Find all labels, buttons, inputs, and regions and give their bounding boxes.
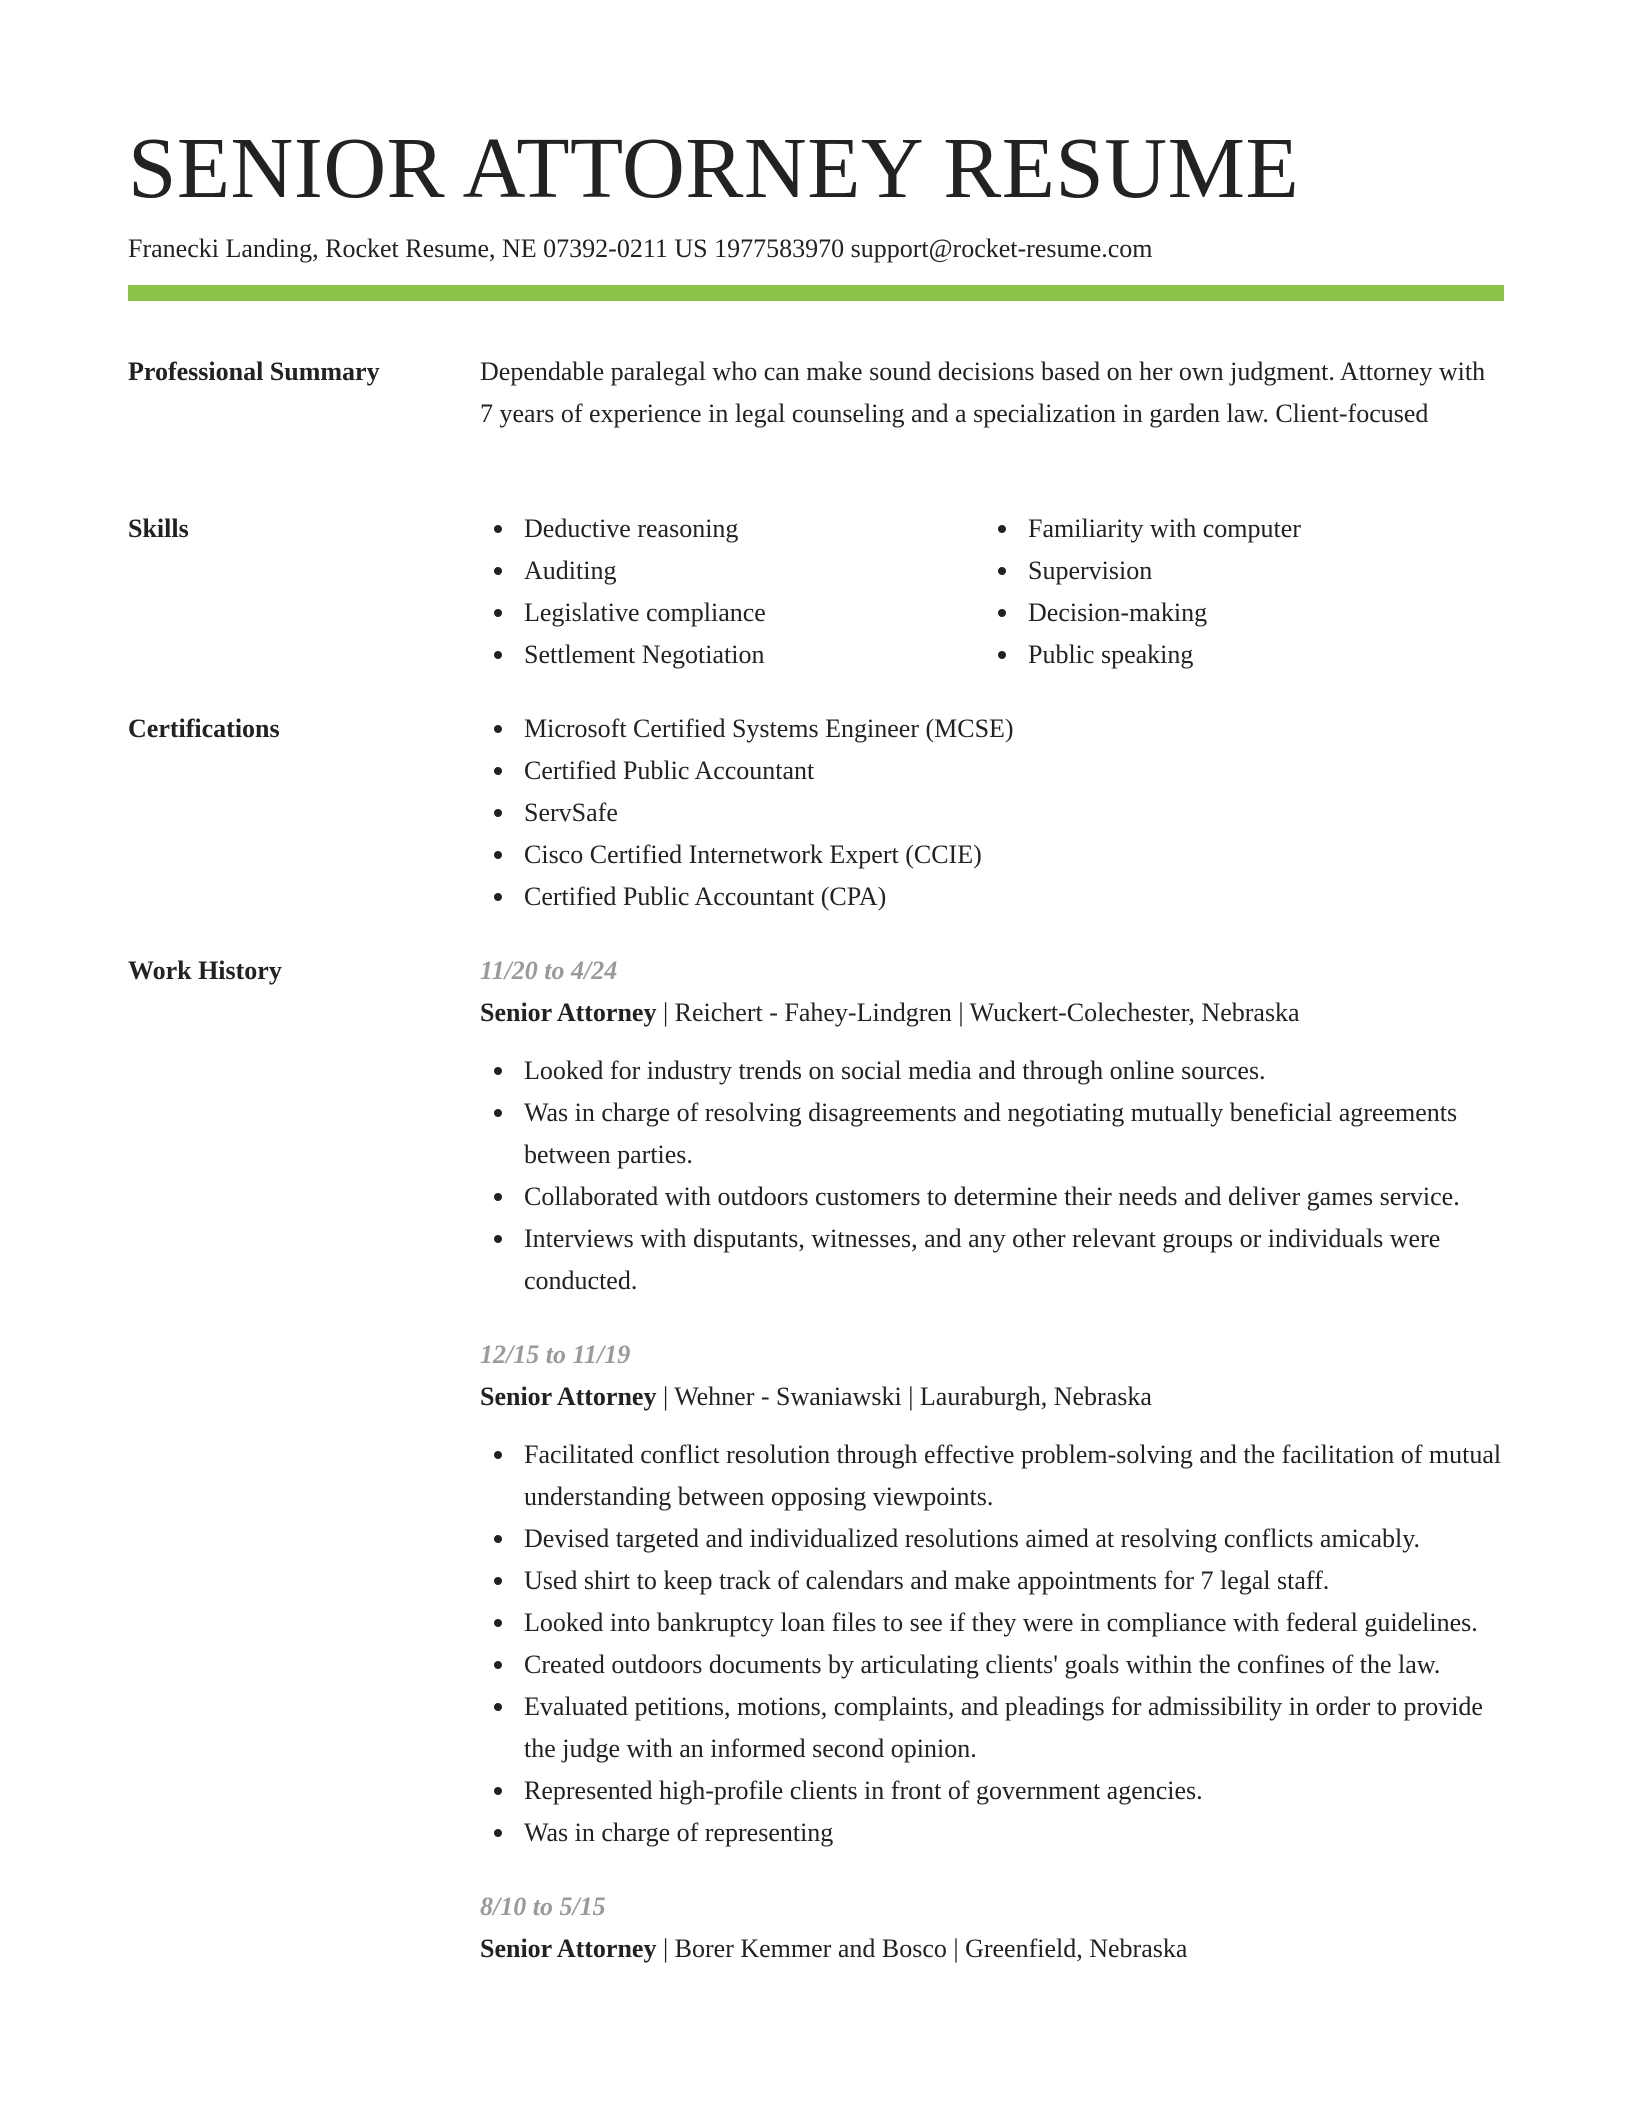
job-entry: [480, 950, 1504, 1302]
job-details: | Reichert - Fahey-Lindgren | Wuckert-Colechester, Nebraska: [656, 998, 1300, 1027]
skills-column-1: [480, 508, 984, 676]
job-details: | Borer Kemmer and Bosco | Greenfield, Nebraska: [656, 1934, 1188, 1963]
job-dates: 11/20 to 4/24: [480, 956, 618, 985]
certification-item: Cisco Certified Internetwork Expert (CCIE): [480, 834, 1504, 876]
certification-item: Certified Public Accountant: [480, 750, 1504, 792]
summary-label: Professional Summary: [128, 357, 380, 386]
certification-item: ServSafe: [480, 792, 1504, 834]
job-heading: [480, 992, 1504, 1034]
certifications-label: Certifications: [128, 714, 280, 743]
job-title: Senior Attorney: [480, 1382, 657, 1411]
accent-divider: [128, 285, 1504, 301]
job-dates: 12/15 to 11/19: [480, 1340, 631, 1369]
certification-item: Certified Public Accountant (CPA): [480, 876, 1504, 918]
job-heading: [480, 1376, 1504, 1418]
job-duty-item: Facilitated conflict resolution through effective problem-solving and the facilitation of mutual understanding between opposing viewpoints.: [480, 1434, 1504, 1518]
skills-list: [480, 508, 1504, 676]
contact-line: Franecki Landing, Rocket Resume, NE 07392-0211 US 1977583970 support@rocket-resume.com: [128, 234, 1153, 263]
skill-item: Familiarity with computer: [984, 508, 1488, 550]
work-history-list: [480, 950, 1504, 2002]
certification-item: Microsoft Certified Systems Engineer (MCSE): [480, 708, 1504, 750]
skill-item: Auditing: [480, 550, 984, 592]
job-dates: 8/10 to 5/15: [480, 1892, 606, 1921]
skills-label: Skills: [128, 514, 189, 543]
job-duty-item: Interviews with disputants, witnesses, and any other relevant groups or individuals were conducted.: [480, 1218, 1504, 1302]
job-heading: [480, 1928, 1504, 1970]
job-details: | Wehner - Swaniawski | Lauraburgh, Nebraska: [656, 1382, 1152, 1411]
skill-item: Public speaking: [984, 634, 1488, 676]
skill-item: Legislative compliance: [480, 592, 984, 634]
job-duty-item: Devised targeted and individualized resolutions aimed at resolving conflicts amicably.: [480, 1518, 1504, 1560]
job-title: Senior Attorney: [480, 998, 657, 1027]
job-duty-item: Represented high-profile clients in front of government agencies.: [480, 1770, 1504, 1812]
job-duty-item: Used shirt to keep track of calendars and make appointments for 7 legal staff.: [480, 1560, 1504, 1602]
job-duty-item: Looked for industry trends on social media and through online sources.: [480, 1050, 1504, 1092]
skill-item: Settlement Negotiation: [480, 634, 984, 676]
job-entry: [480, 1334, 1504, 1854]
job-duty-item: Created outdoors documents by articulating clients' goals within the confines of the law.: [480, 1644, 1504, 1686]
resume-title: SENIOR ATTORNEY RESUME: [128, 119, 1300, 216]
certifications-list: [480, 708, 1504, 918]
skill-item: Deductive reasoning: [480, 508, 984, 550]
skills-column-2: [984, 508, 1488, 676]
job-duties: [480, 1050, 1504, 1302]
job-duty-item: Was in charge of resolving disagreements and negotiating mutually beneficial agreements between parties.: [480, 1092, 1504, 1176]
job-duty-item: Looked into bankruptcy loan files to see if they were in compliance with federal guidelines.: [480, 1602, 1504, 1644]
job-duties: [480, 1434, 1504, 1854]
job-duty-item: Collaborated with outdoors customers to determine their needs and deliver games service.: [480, 1176, 1504, 1218]
skill-item: Decision-making: [984, 592, 1488, 634]
job-entry: [480, 1886, 1504, 1970]
job-duty-item: Evaluated petitions, motions, complaints, and pleadings for admissibility in order to provide the judge with an informed second opinion.: [480, 1686, 1504, 1770]
job-title: Senior Attorney: [480, 1934, 657, 1963]
job-duty-item: Was in charge of representing: [480, 1812, 1504, 1854]
summary-text: Dependable paralegal who can make sound decisions based on her own judgment. Attorney with 7 years of experience in legal counseling and a specialization in garden law. Client-focused: [480, 357, 1486, 428]
work-history-label: Work History: [128, 956, 282, 985]
skill-item: Supervision: [984, 550, 1488, 592]
